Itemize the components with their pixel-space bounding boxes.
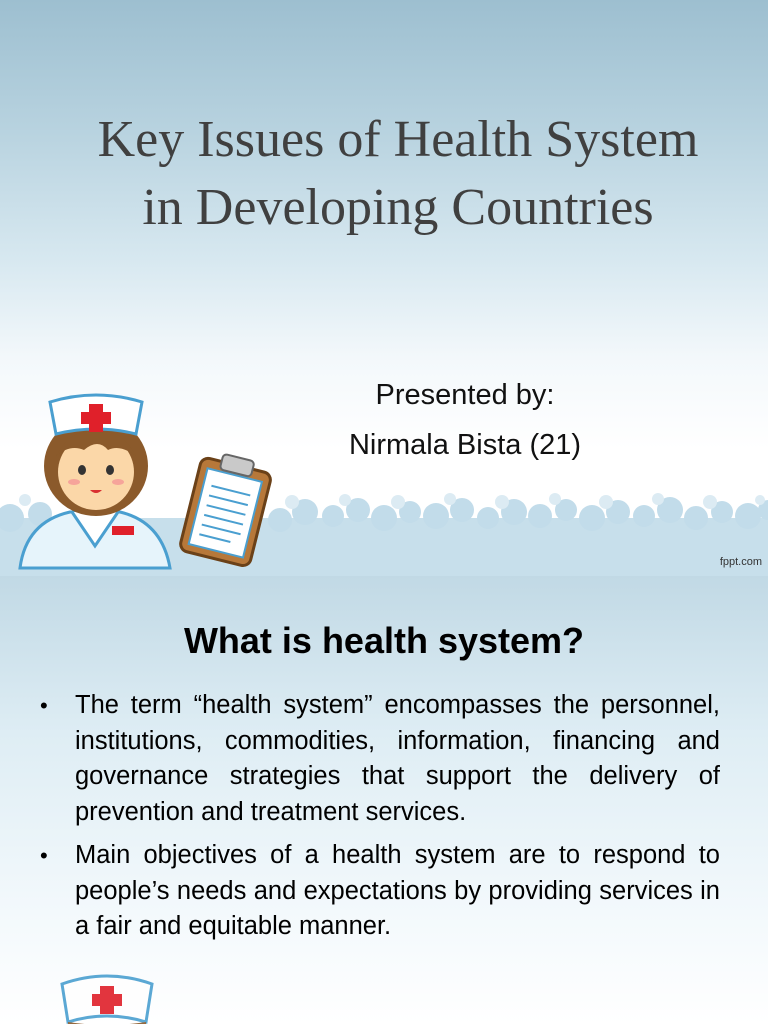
clipboard-icon — [176, 450, 276, 568]
title-line-2: in Developing Countries — [142, 179, 654, 236]
nurse-cap-icon — [52, 964, 162, 1024]
bullet-text: Main objectives of a health system are to respond to people’s needs and expectations by providing services in a fair and equitable manner. — [75, 841, 720, 940]
bullet-dot-icon: • — [40, 843, 48, 868]
presented-by-label: Presented by: — [375, 379, 555, 411]
bullet-item — [40, 688, 720, 830]
slide-title: What is health system? — [183, 620, 585, 661]
content-slide — [0, 576, 768, 1024]
presenter-name: Nirmala Bista (21) — [348, 429, 582, 461]
bullet-list — [40, 688, 720, 953]
nurse-icon — [10, 386, 180, 572]
presenter-block — [300, 370, 630, 470]
bullet-item — [40, 838, 720, 945]
fppt-watermark: fppt.com — [719, 556, 762, 568]
bullet-dot-icon: • — [40, 693, 48, 718]
title-line-1: Key Issues of Health System — [97, 111, 699, 168]
bullet-text: The term “health system” encompasses the personnel, institutions, commodities, information, financing and governance strategies that support the delivery of prevention and treatment services. — [75, 691, 720, 826]
presentation-title — [30, 106, 766, 242]
